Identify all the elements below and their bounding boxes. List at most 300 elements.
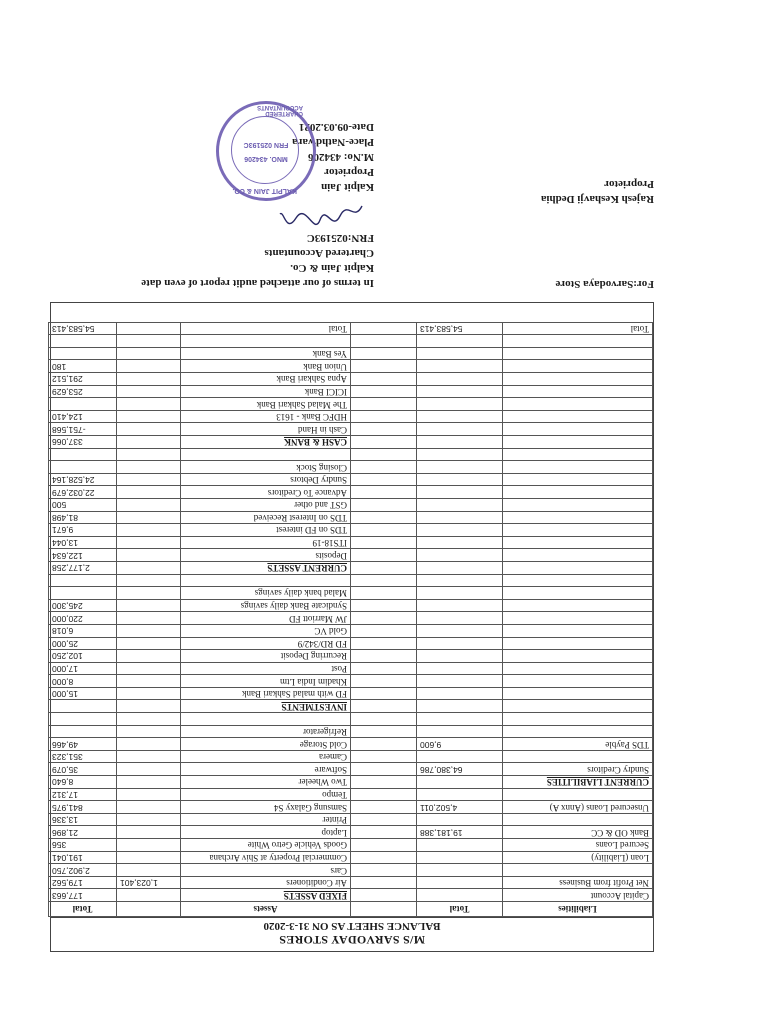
asset-value [117, 574, 181, 587]
liability-label [503, 624, 653, 637]
asset-total: 9,671 [49, 524, 117, 537]
asset-total: 22,032,679 [49, 486, 117, 499]
liability-value [417, 360, 503, 373]
liability-total [351, 687, 417, 700]
asset-total: 351,323 [49, 750, 117, 763]
table-row [49, 461, 653, 474]
asset-label: Samsung Galaxy S4 [181, 801, 351, 814]
asset-label: Goods Vehicle Getro White [181, 839, 351, 852]
asset-label: ICICI Bank [181, 385, 351, 398]
sheet-date-title: BALANCE SHEET AS ON 31-3-2020 [263, 920, 441, 932]
asset-value [117, 687, 181, 700]
asset-label: Khadim India Ltm [181, 675, 351, 688]
asset-total: 337,066 [49, 436, 117, 449]
liability-total [351, 738, 417, 751]
table-row [49, 801, 653, 814]
table-row [49, 788, 653, 801]
asset-label: TDS on FD interest [181, 524, 351, 537]
table-row [49, 725, 653, 738]
asset-total: 13,336 [49, 813, 117, 826]
liability-value [417, 473, 503, 486]
table-row [49, 423, 653, 436]
asset-total: 35,079 [49, 763, 117, 776]
liability-label [503, 574, 653, 587]
table-row [49, 776, 653, 789]
asset-label [181, 448, 351, 461]
asset-value [117, 398, 181, 411]
asset-label: FD RD/342/9 [181, 637, 351, 650]
asset-label: Software [181, 763, 351, 776]
liability-label: Sundry Creditors [503, 763, 653, 776]
asset-label: Laptop [181, 826, 351, 839]
table-row [49, 436, 653, 449]
liability-label [503, 511, 653, 524]
blank-header [351, 902, 417, 917]
liability-total [351, 662, 417, 675]
liability-value [417, 448, 503, 461]
ca-line: M.No: 434206 [308, 151, 374, 163]
liability-value [417, 662, 503, 675]
liability-total [351, 637, 417, 650]
liability-total [351, 624, 417, 637]
asset-total: 15,000 [49, 687, 117, 700]
asset-value [117, 826, 181, 839]
liability-total [351, 876, 417, 889]
liability-label [503, 373, 653, 386]
asset-label: Deposits [181, 549, 351, 562]
liability-value [417, 561, 503, 574]
table-row [49, 373, 653, 386]
liability-total [351, 851, 417, 864]
liability-label [503, 360, 653, 373]
liability-value [417, 889, 503, 902]
liability-total [351, 574, 417, 587]
table-row [49, 624, 653, 637]
liability-total [351, 335, 417, 348]
asset-value [117, 360, 181, 373]
liability-value [417, 347, 503, 360]
blank-cell [351, 322, 417, 335]
liability-total [351, 461, 417, 474]
liability-value [417, 398, 503, 411]
liability-value [417, 650, 503, 663]
signature-area [50, 56, 654, 296]
asset-label: Cash in Hand [181, 423, 351, 436]
asset-label: Printer [181, 813, 351, 826]
asset-label: Commercial Property at Shiv Archana [181, 851, 351, 864]
liability-total [351, 675, 417, 688]
liability-label: Bank OD & CC [503, 826, 653, 839]
asset-label: TDS on Interest Received [181, 511, 351, 524]
table-row [49, 473, 653, 486]
asset-total: 253,629 [49, 385, 117, 398]
asset-total: 179,562 [49, 876, 117, 889]
asset-value [117, 448, 181, 461]
balance-sheet-title-block [51, 917, 653, 951]
asset-label: HDFC Bank - 1613 [181, 410, 351, 423]
assets-header: Assets [181, 902, 351, 917]
table-row [49, 851, 653, 864]
total-right-label: Total [181, 322, 351, 335]
asset-total: 8,640 [49, 776, 117, 789]
liability-total [351, 473, 417, 486]
table-row [49, 385, 653, 398]
table-row [49, 398, 653, 411]
asset-total: 24,528,164 [49, 473, 117, 486]
asset-label [181, 574, 351, 587]
asset-total: 25,000 [49, 637, 117, 650]
liability-value [417, 839, 503, 852]
asset-label: Cars [181, 864, 351, 877]
liability-total [351, 826, 417, 839]
asset-value [117, 788, 181, 801]
asset-label: Recurring Deposit [181, 650, 351, 663]
asset-value [117, 436, 181, 449]
asset-label: JW Marriott FD [181, 612, 351, 625]
liability-label [503, 423, 653, 436]
liability-total [351, 347, 417, 360]
liability-label [503, 398, 653, 411]
table-row [49, 826, 653, 839]
seal-mno: MNO. 434206 [244, 155, 288, 162]
asset-total: 21,896 [49, 826, 117, 839]
asset-total: 6,018 [49, 624, 117, 637]
asset-value: 1,023,401 [117, 876, 181, 889]
liability-total [351, 650, 417, 663]
liability-value [417, 713, 503, 726]
asset-value [117, 461, 181, 474]
liability-total [351, 889, 417, 902]
assets-sub-header [117, 902, 181, 917]
asset-value [117, 750, 181, 763]
asset-value [117, 839, 181, 852]
liability-label [503, 448, 653, 461]
asset-label: Closing Stock [181, 461, 351, 474]
liability-label [503, 473, 653, 486]
asset-value [117, 511, 181, 524]
asset-total: 124,410 [49, 410, 117, 423]
liability-label [503, 561, 653, 574]
asset-value [117, 335, 181, 348]
liability-total [351, 536, 417, 549]
asset-label: Apna Sahkari Bank [181, 373, 351, 386]
liability-total [351, 700, 417, 713]
liability-total [351, 801, 417, 814]
liability-label [503, 713, 653, 726]
asset-total [49, 335, 117, 348]
liability-label [503, 587, 653, 600]
table-row [49, 612, 653, 625]
liability-total [351, 587, 417, 600]
liability-value [417, 637, 503, 650]
asset-value [117, 373, 181, 386]
table-row [49, 813, 653, 826]
liability-value [417, 599, 503, 612]
liability-label [503, 499, 653, 512]
liability-value [417, 536, 503, 549]
liability-label: TDS Payble [503, 738, 653, 751]
balance-sheet-table [48, 322, 653, 917]
liability-value [417, 675, 503, 688]
asset-total: 81,498 [49, 511, 117, 524]
liability-total [351, 864, 417, 877]
liability-total [351, 750, 417, 763]
asset-value [117, 561, 181, 574]
asset-value [117, 347, 181, 360]
total-left-label: Total [503, 322, 653, 335]
asset-total: 49,466 [49, 738, 117, 751]
liability-value [417, 813, 503, 826]
liability-value [417, 851, 503, 864]
asset-label: CASH & BANK [181, 436, 351, 449]
asset-label: FIXED ASSETS [181, 889, 351, 902]
asset-value [117, 549, 181, 562]
liability-value [417, 410, 503, 423]
audit-line: Kalpit Jain & Co. [290, 262, 374, 274]
liability-value [417, 700, 503, 713]
total-left-value: 54,583,413 [417, 322, 503, 335]
asset-label: Cold Storage [181, 738, 351, 751]
asset-value [117, 385, 181, 398]
asset-value [117, 662, 181, 675]
seal-inner-ring [231, 116, 299, 184]
asset-value [117, 801, 181, 814]
asset-value [117, 486, 181, 499]
liability-value [417, 725, 503, 738]
asset-value [117, 776, 181, 789]
asset-total: 17,000 [49, 662, 117, 675]
proprietor-block [541, 176, 654, 206]
table-row [49, 486, 653, 499]
liability-label [503, 486, 653, 499]
asset-value [117, 713, 181, 726]
liability-value [417, 587, 503, 600]
table-row [49, 650, 653, 663]
asset-label: Sundry Debtors [181, 473, 351, 486]
table-row [49, 347, 653, 360]
asset-value [117, 650, 181, 663]
liability-total [351, 524, 417, 537]
liability-label [503, 725, 653, 738]
asset-total [49, 700, 117, 713]
table-row [49, 549, 653, 562]
proprietor-title: Proprietor [604, 178, 654, 190]
liability-label [503, 662, 653, 675]
liability-total [351, 486, 417, 499]
table-row [49, 499, 653, 512]
liability-label [503, 864, 653, 877]
assets-total-header: Total [49, 902, 117, 917]
seal-top-text: KALPIT JAIN & CO. [232, 187, 297, 194]
asset-value [117, 851, 181, 864]
table-row [49, 587, 653, 600]
asset-total: 500 [49, 499, 117, 512]
liability-value: 4,502,011 [417, 801, 503, 814]
liability-total [351, 423, 417, 436]
liability-value [417, 750, 503, 763]
company-name: M/S SARVODAY STORES [279, 933, 425, 947]
table-row [49, 448, 653, 461]
asset-value [117, 536, 181, 549]
asset-total: 356 [49, 839, 117, 852]
liability-label [503, 385, 653, 398]
liability-total [351, 436, 417, 449]
asset-label: Tempo [181, 788, 351, 801]
liability-total [351, 788, 417, 801]
asset-label: Advance To Creditors [181, 486, 351, 499]
liability-value [417, 624, 503, 637]
liability-value [417, 687, 503, 700]
liability-label [503, 700, 653, 713]
liability-total [351, 713, 417, 726]
asset-label: INVESTMENTS [181, 700, 351, 713]
auditor-signature [276, 196, 366, 230]
table-row [49, 876, 653, 889]
liability-value [417, 335, 503, 348]
liability-total [351, 561, 417, 574]
liability-value [417, 511, 503, 524]
liability-value [417, 373, 503, 386]
liability-total [351, 599, 417, 612]
liability-value [417, 788, 503, 801]
asset-value [117, 499, 181, 512]
asset-label [181, 713, 351, 726]
liability-label: Loan (Liability) [503, 851, 653, 864]
asset-value [117, 675, 181, 688]
asset-value [117, 473, 181, 486]
liability-value [417, 499, 503, 512]
liability-label: Unsecured Loans (Annx A) [503, 801, 653, 814]
table-row [49, 687, 653, 700]
liability-value [417, 423, 503, 436]
table-row [49, 889, 653, 902]
asset-total: 2,177,258 [49, 561, 117, 574]
table-row [49, 839, 653, 852]
ca-line: Kalpit Jain [321, 181, 374, 193]
asset-value [117, 624, 181, 637]
asset-label: Union Bank [181, 360, 351, 373]
liability-total [351, 448, 417, 461]
asset-total: 245,300 [49, 599, 117, 612]
asset-label: GST and other [181, 499, 351, 512]
liability-total [351, 549, 417, 562]
asset-value [117, 864, 181, 877]
table-row [49, 738, 653, 751]
asset-total [49, 713, 117, 726]
liability-total [351, 398, 417, 411]
liability-total [351, 511, 417, 524]
proprietor-name: Rajesh Keshavji Dedhia [540, 193, 654, 205]
blank-cell [117, 322, 181, 335]
asset-total: 177,663 [49, 889, 117, 902]
asset-label: Post [181, 662, 351, 675]
liability-label [503, 650, 653, 663]
table-row [49, 713, 653, 726]
asset-value [117, 423, 181, 436]
table-row [49, 750, 653, 763]
liability-value [417, 574, 503, 587]
liability-value [417, 549, 503, 562]
table-row [49, 561, 653, 574]
audit-line: Chartered Accountants [264, 247, 374, 259]
liability-value [417, 864, 503, 877]
liability-label [503, 410, 653, 423]
asset-label: Air Conditioners [181, 876, 351, 889]
liability-label [503, 461, 653, 474]
liability-label [503, 335, 653, 348]
asset-value [117, 599, 181, 612]
asset-label: Two Wheeler [181, 776, 351, 789]
liability-label [503, 687, 653, 700]
asset-value [117, 410, 181, 423]
table-row [49, 763, 653, 776]
liability-total [351, 839, 417, 852]
asset-value [117, 637, 181, 650]
liability-label: Net Profit from Business [503, 876, 653, 889]
asset-label: Yes Bank [181, 347, 351, 360]
liability-label [503, 750, 653, 763]
asset-label: Camera [181, 750, 351, 763]
table-header-row [49, 902, 653, 917]
liability-label [503, 675, 653, 688]
ca-line: Date-09.03.2021 [298, 121, 374, 133]
table-row [49, 511, 653, 524]
asset-total [49, 347, 117, 360]
asset-value [117, 763, 181, 776]
liabilities-header: Liabilities [503, 902, 653, 917]
liability-value: 19,181,388 [417, 826, 503, 839]
asset-value [117, 813, 181, 826]
asset-label: Malad bank daily savings [181, 587, 351, 600]
asset-total [49, 587, 117, 600]
liability-total [351, 410, 417, 423]
asset-total [49, 461, 117, 474]
asset-total: 191,041 [49, 851, 117, 864]
table-row [49, 864, 653, 877]
asset-total: 180 [49, 360, 117, 373]
liability-value [417, 385, 503, 398]
liability-total [351, 776, 417, 789]
table-row [49, 700, 653, 713]
seal-frn: FRN 025193C [243, 141, 289, 148]
liability-label: CURRENT LIABILITIES [503, 776, 653, 789]
table-row [49, 335, 653, 348]
asset-total [49, 398, 117, 411]
asset-label: Syndicate Bank daily savings [181, 599, 351, 612]
asset-total: 291,512 [49, 373, 117, 386]
liability-value [417, 524, 503, 537]
liability-total [351, 373, 417, 386]
asset-label: CURRENT ASSETS [181, 561, 351, 574]
asset-total: 2,902,750 [49, 864, 117, 877]
asset-total: 122,634 [49, 549, 117, 562]
table-row [49, 574, 653, 587]
liability-value [417, 612, 503, 625]
asset-value [117, 700, 181, 713]
liability-total [351, 360, 417, 373]
asset-value [117, 738, 181, 751]
liability-label [503, 813, 653, 826]
audit-line: In terms of our attached audit report of even date [141, 277, 374, 289]
asset-total [49, 725, 117, 738]
asset-label: The Malad Sahkari Bank [181, 398, 351, 411]
asset-total [49, 448, 117, 461]
liability-total [351, 499, 417, 512]
table-row [49, 637, 653, 650]
asset-value [117, 725, 181, 738]
liability-value [417, 461, 503, 474]
liability-label [503, 536, 653, 549]
